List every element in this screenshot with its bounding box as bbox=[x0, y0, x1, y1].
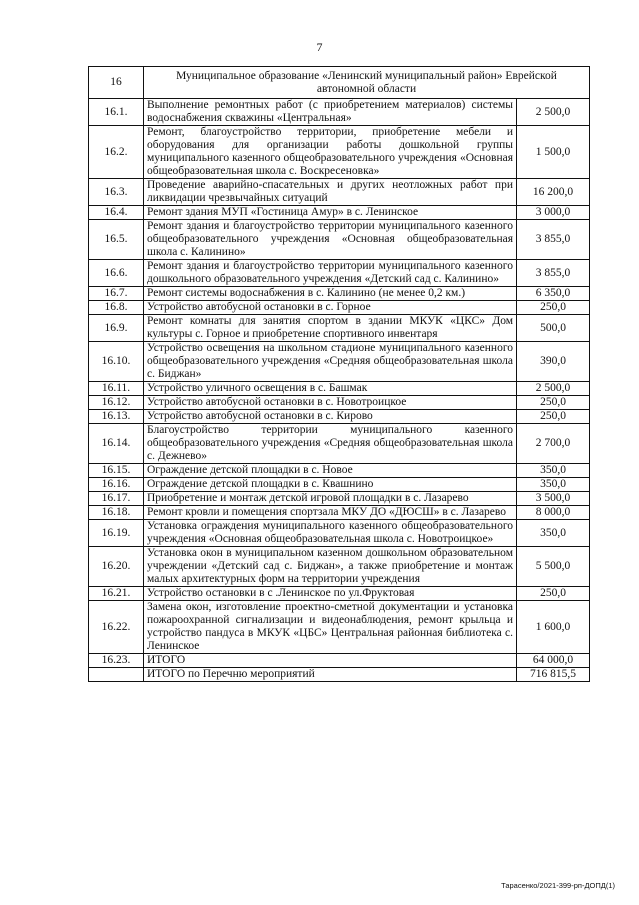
row-amount-cell: 16 200,0 bbox=[517, 179, 590, 206]
row-number-cell: 16.9. bbox=[89, 315, 144, 342]
row-number-cell: 16.8. bbox=[89, 301, 144, 315]
table-row bbox=[89, 424, 590, 464]
row-description-cell: Ремонт кровли и помещения спортзала МКУ ДО «ДЮСШ» в с. Лазарево bbox=[144, 506, 517, 520]
row-amount-cell: 250,0 bbox=[517, 410, 590, 424]
row-amount-cell: 8 000,0 bbox=[517, 506, 590, 520]
row-amount-cell: 1 600,0 bbox=[517, 601, 590, 654]
row-number-cell: 16.17. bbox=[89, 492, 144, 506]
row-description-cell: Ограждение детской площадки в с. Квашнино bbox=[144, 478, 517, 492]
row-amount-cell: 250,0 bbox=[517, 587, 590, 601]
row-amount-cell: 2 500,0 bbox=[517, 382, 590, 396]
row-number-cell: 16.11. bbox=[89, 382, 144, 396]
table-row bbox=[89, 99, 590, 126]
row-number-cell: 16.6. bbox=[89, 260, 144, 287]
row-amount-cell: 716 815,5 bbox=[517, 668, 590, 682]
table-row bbox=[89, 478, 590, 492]
row-number-cell: 16.2. bbox=[89, 126, 144, 179]
row-description-cell: Ремонт системы водоснабжения в с. Калинино (не менее 0,2 км.) bbox=[144, 287, 517, 301]
row-amount-cell: 2 700,0 bbox=[517, 424, 590, 464]
row-number-cell: 16.10. bbox=[89, 342, 144, 382]
row-description-cell: ИТОГО по Перечню мероприятий bbox=[144, 668, 517, 682]
row-number-cell: 16.3. bbox=[89, 179, 144, 206]
table-row bbox=[89, 547, 590, 587]
row-description-cell: Выполнение ремонтных работ (с приобретением материалов) системы водоснабжения скважины «Центральная» bbox=[144, 99, 517, 126]
row-amount-cell: 350,0 bbox=[517, 478, 590, 492]
table-row bbox=[89, 520, 590, 547]
table-row bbox=[89, 506, 590, 520]
row-amount-cell: 64 000,0 bbox=[517, 654, 590, 668]
row-number-cell: 16.16. bbox=[89, 478, 144, 492]
row-description-cell: Ремонт здания и благоустройство территории муниципального казенного общеобразовательного учреждения «Основная общеобразовательная школа с. Калинино» bbox=[144, 220, 517, 260]
row-number-cell: 16.23. bbox=[89, 654, 144, 668]
row-description-cell: Проведение аварийно-спасательных и других неотложных работ при ликвидации чрезвычайных ситуаций bbox=[144, 179, 517, 206]
row-description-cell: Приобретение и монтаж детской игровой площадки в с. Лазарево bbox=[144, 492, 517, 506]
table-row bbox=[89, 220, 590, 260]
row-amount-cell: 250,0 bbox=[517, 301, 590, 315]
grand-total-row bbox=[89, 668, 590, 682]
row-number-cell: 16.5. bbox=[89, 220, 144, 260]
header-number-cell: 16 bbox=[89, 67, 144, 99]
table-row bbox=[89, 179, 590, 206]
row-description-cell: Установка окон в муниципальном казенном дошкольном образовательном учреждении «Детский сад с. Биджан», а также приобретение и монтаж малых архитектурных форм на территории учреждения bbox=[144, 547, 517, 587]
table-row bbox=[89, 382, 590, 396]
row-amount-cell: 1 500,0 bbox=[517, 126, 590, 179]
row-description-cell: Устройство автобусной остановки в с. Горное bbox=[144, 301, 517, 315]
row-amount-cell: 3 500,0 bbox=[517, 492, 590, 506]
header-title-cell: Муниципальное образование «Ленинский муниципальный район» Еврейской автономной области bbox=[144, 67, 590, 99]
row-amount-cell: 5 500,0 bbox=[517, 547, 590, 587]
table-row bbox=[89, 342, 590, 382]
table-row bbox=[89, 126, 590, 179]
row-description-cell: Установка ограждения муниципального казенного общеобразовательного учреждения «Основная общеобразовательная школа с. Новотроицкое» bbox=[144, 520, 517, 547]
table-row bbox=[89, 654, 590, 668]
row-description-cell: Устройство автобусной остановки в с. Новотроицкое bbox=[144, 396, 517, 410]
row-number-cell: 16.12. bbox=[89, 396, 144, 410]
table-row bbox=[89, 315, 590, 342]
row-amount-cell: 390,0 bbox=[517, 342, 590, 382]
row-number-cell: 16.1. bbox=[89, 99, 144, 126]
row-description-cell: Ремонт здания и благоустройство территории муниципального казенного дошкольного образовательного учреждения «Детский сад с. Калинино» bbox=[144, 260, 517, 287]
row-description-cell: Устройство автобусной остановки в с. Кирово bbox=[144, 410, 517, 424]
row-amount-cell: 3 855,0 bbox=[517, 220, 590, 260]
row-number-cell: 16.21. bbox=[89, 587, 144, 601]
row-description-cell: Благоустройство территории муниципального казенного общеобразовательного учреждения «Средняя общеобразовательная школа с. Дежнево» bbox=[144, 424, 517, 464]
table-row bbox=[89, 206, 590, 220]
table-row bbox=[89, 492, 590, 506]
row-description-cell: Устройство освещения на школьном стадионе муниципального казенного общеобразовательного учреждения «Средняя общеобразовательная школа с. Биджан» bbox=[144, 342, 517, 382]
row-description-cell: ИТОГО bbox=[144, 654, 517, 668]
row-amount-cell: 350,0 bbox=[517, 464, 590, 478]
table-row bbox=[89, 260, 590, 287]
row-description-cell: Замена окон, изготовление проектно-сметной документации и установка пожароохранной сигнализации и видеонаблюдения, ремонт крыльца и устройство пандуса в МКУК «ЦБС» Центральная районная библиотека с. Ленинское bbox=[144, 601, 517, 654]
table-row bbox=[89, 601, 590, 654]
row-number-cell: 16.20. bbox=[89, 547, 144, 587]
row-amount-cell: 250,0 bbox=[517, 396, 590, 410]
document-footer: Тарасенко/2021-399-рп-ДОПД(1) bbox=[501, 881, 615, 890]
measures-table bbox=[88, 66, 590, 682]
row-number-cell: 16.14. bbox=[89, 424, 144, 464]
row-description-cell: Ремонт здания МУП «Гостиница Амур» в с. Ленинское bbox=[144, 206, 517, 220]
row-amount-cell: 500,0 bbox=[517, 315, 590, 342]
row-description-cell: Ремонт, благоустройство территории, приобретение мебели и оборудования для организации работы дошкольной группы муниципального казенного общеобразовательного учреждения «Основная общеобразовательная школа с. Воскресеновка» bbox=[144, 126, 517, 179]
row-number-cell: 16.4. bbox=[89, 206, 144, 220]
page-number: 7 bbox=[316, 40, 323, 54]
table-row bbox=[89, 410, 590, 424]
row-amount-cell: 6 350,0 bbox=[517, 287, 590, 301]
row-number-cell: 16.22. bbox=[89, 601, 144, 654]
row-number-cell: 16.13. bbox=[89, 410, 144, 424]
table-row bbox=[89, 301, 590, 315]
row-description-cell: Ремонт комнаты для занятия спортом в здании МКУК «ЦКС» Дом культуры с. Горное и приобретение спортивного инвентаря bbox=[144, 315, 517, 342]
row-number-cell: 16.18. bbox=[89, 506, 144, 520]
row-description-cell: Устройство остановки в с .Ленинское по ул.Фруктовая bbox=[144, 587, 517, 601]
row-description-cell: Ограждение детской площадки в с. Новое bbox=[144, 464, 517, 478]
row-amount-cell: 350,0 bbox=[517, 520, 590, 547]
row-number-cell: 16.19. bbox=[89, 520, 144, 547]
table-header-row bbox=[89, 67, 590, 99]
row-number-cell: 16.7. bbox=[89, 287, 144, 301]
row-amount-cell: 2 500,0 bbox=[517, 99, 590, 126]
row-number-cell bbox=[89, 668, 144, 682]
table-row bbox=[89, 464, 590, 478]
row-number-cell: 16.15. bbox=[89, 464, 144, 478]
table-row bbox=[89, 287, 590, 301]
row-amount-cell: 3 000,0 bbox=[517, 206, 590, 220]
row-description-cell: Устройство уличного освещения в с. Башмак bbox=[144, 382, 517, 396]
row-amount-cell: 3 855,0 bbox=[517, 260, 590, 287]
table-row bbox=[89, 587, 590, 601]
table-row bbox=[89, 396, 590, 410]
